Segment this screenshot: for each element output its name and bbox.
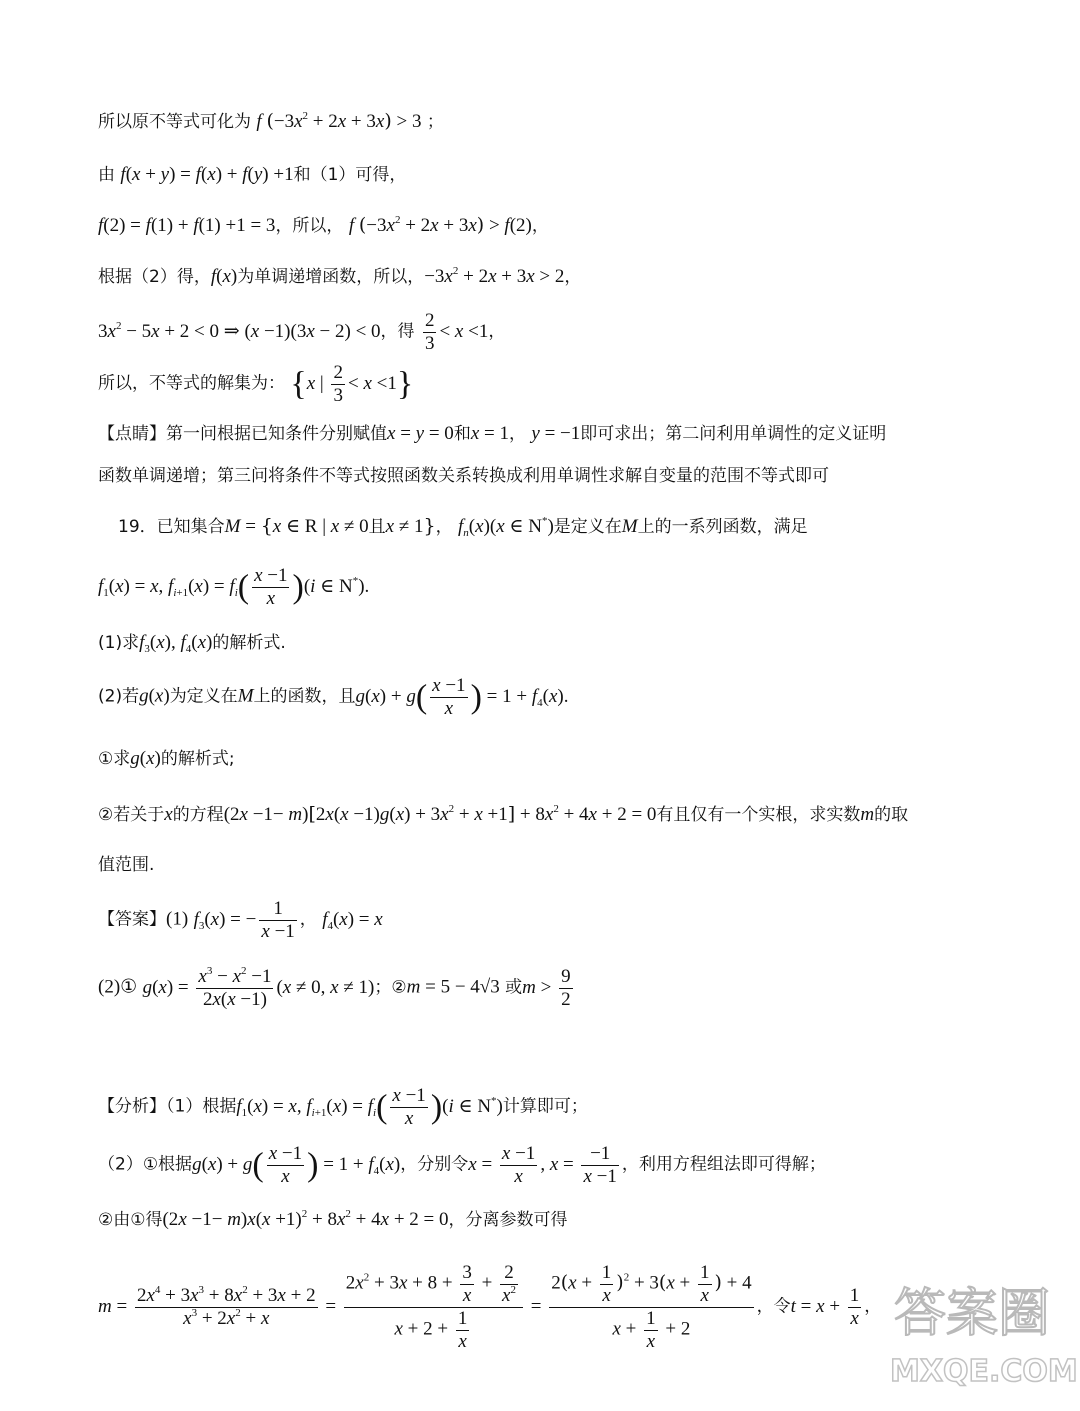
line-3: f(2) = f(1) + f(1) +1 = 3，所以， f $(-3x^2 + 2x + 3x) > f(2)$，	[98, 214, 549, 236]
q19-definition: $f_1(x) = x$, $f_{i+1}(x) = f_i$( $\frac{x -1}{x}$ )(i ∈ N*).	[98, 565, 370, 609]
answer-2: (2)① g(x) = $\frac{x^3 - x^2 -1}{2x(x -1)}$ (x ≠ 0, x ≠ 1)；②m = 5 − 4√3 或m > $\frac{9}{2}$	[98, 965, 571, 1010]
q19-sub2-cont: 值范围.	[98, 855, 155, 875]
line-7: 【点睛】第一问根据已知条件分别赋值x = y = 0和x = 1， y = −1即可求出；第二问利用单调性的定义证明	[98, 423, 887, 444]
line-4: 根据（2）得，f(x)为单调递增函数，所以，$-3x^2 + 2x + 3x > 2$，	[98, 265, 582, 287]
analysis-2: （2）①根据g(x) + g( $\frac{x -1}{x}$ ) = $1 + f_4(x)$，分别令x = $\frac{x -1}{x}$ , x = $\frac{-1}{x -1}$ ，利用方程组法即可得解；	[98, 1143, 826, 1187]
analysis-1: 【分析】（1）根据$f_1(x) = x$, $f_{i+1}(x) = f_i$( $\frac{x -1}{x}$ )(i ∈ N*)计算即可；	[98, 1085, 588, 1129]
line-8: 函数单调递增；第三问将条件不等式按照函数关系转换成利用单调性求解自变量的范围不等式即可	[98, 466, 829, 486]
watermark-logo	[888, 1273, 1078, 1393]
analysis-3: ②由①得$(2x -1- m)x(x +1)^2 + 8x^2 + 4x + 2 = 0$，分离参数可得	[98, 1208, 568, 1230]
q19-sub2: ②若关于x的方程$(2x -1- m)[2x(x -1)g(x) + 3x^2 + x +1] + 8x^2 + 4x + 2 = 0$有且仅有一个实根，求实数m的取	[98, 803, 909, 825]
answer-1: 【答案】(1) $f_3(x)$ = − $\frac{1}{x -1}$ ， $f_4(x) = x$	[98, 898, 383, 942]
q19-part1: (1)求$f_3(x)$, $f_4(x)$的解析式.	[98, 632, 286, 655]
q19-sub1: ①求g(x)的解析式;	[98, 748, 235, 769]
analysis-4: m = $\frac{2x^4 + 3x^3 + 8x^2 + 3x + 2}{x^3 + 2x^2 + x}$ = $2x^2 + 3x + 8$ + $\frac{3}{x}$ + $\frac{2}{x^2}$ x + 2 + $\frac{1}{x}$ = 2(x + $\frac{1}{x}$ )$^2$ + 3(x + $\frac{1}{x}$ ) + 4 x + $\frac{1}{x}$ + 2 ，令t = x + $\frac{1}{x}$ ，	[98, 1262, 882, 1352]
line-1: 所以原不等式可化为 f $(-3x^2 + 2x + 3x) > 3$ ；	[98, 110, 444, 132]
q19-header: 19．已知集合M = {x ∈ R | x ≠ 0且x ≠ 1}， $f_n(x)(x$ ∈ N*)是定义在M上的一系列函数，满足	[118, 515, 808, 539]
q19-part2: (2)若g(x)为定义在M上的函数，且g(x) + g( $\frac{x -1}{x}$ ) = $1 + f_4(x)$.	[98, 675, 569, 719]
line-5: $3x^2 - 5x + 2 < 0$ ⇒ (x −1)(3x − 2) < 0，得 $\frac{2}{3}$ < x <1，	[98, 310, 506, 354]
watermark-en: MXQE.COM	[890, 1354, 1078, 1389]
line-2: 由 f(x + y) = f(x) + f(y) +1和（1）可得，	[98, 164, 407, 185]
watermark-cn: 答案圈	[894, 1284, 1051, 1344]
line-6: 所以，不等式的解集为： {x | $\frac{2}{3}$ < x <1}	[98, 362, 414, 406]
